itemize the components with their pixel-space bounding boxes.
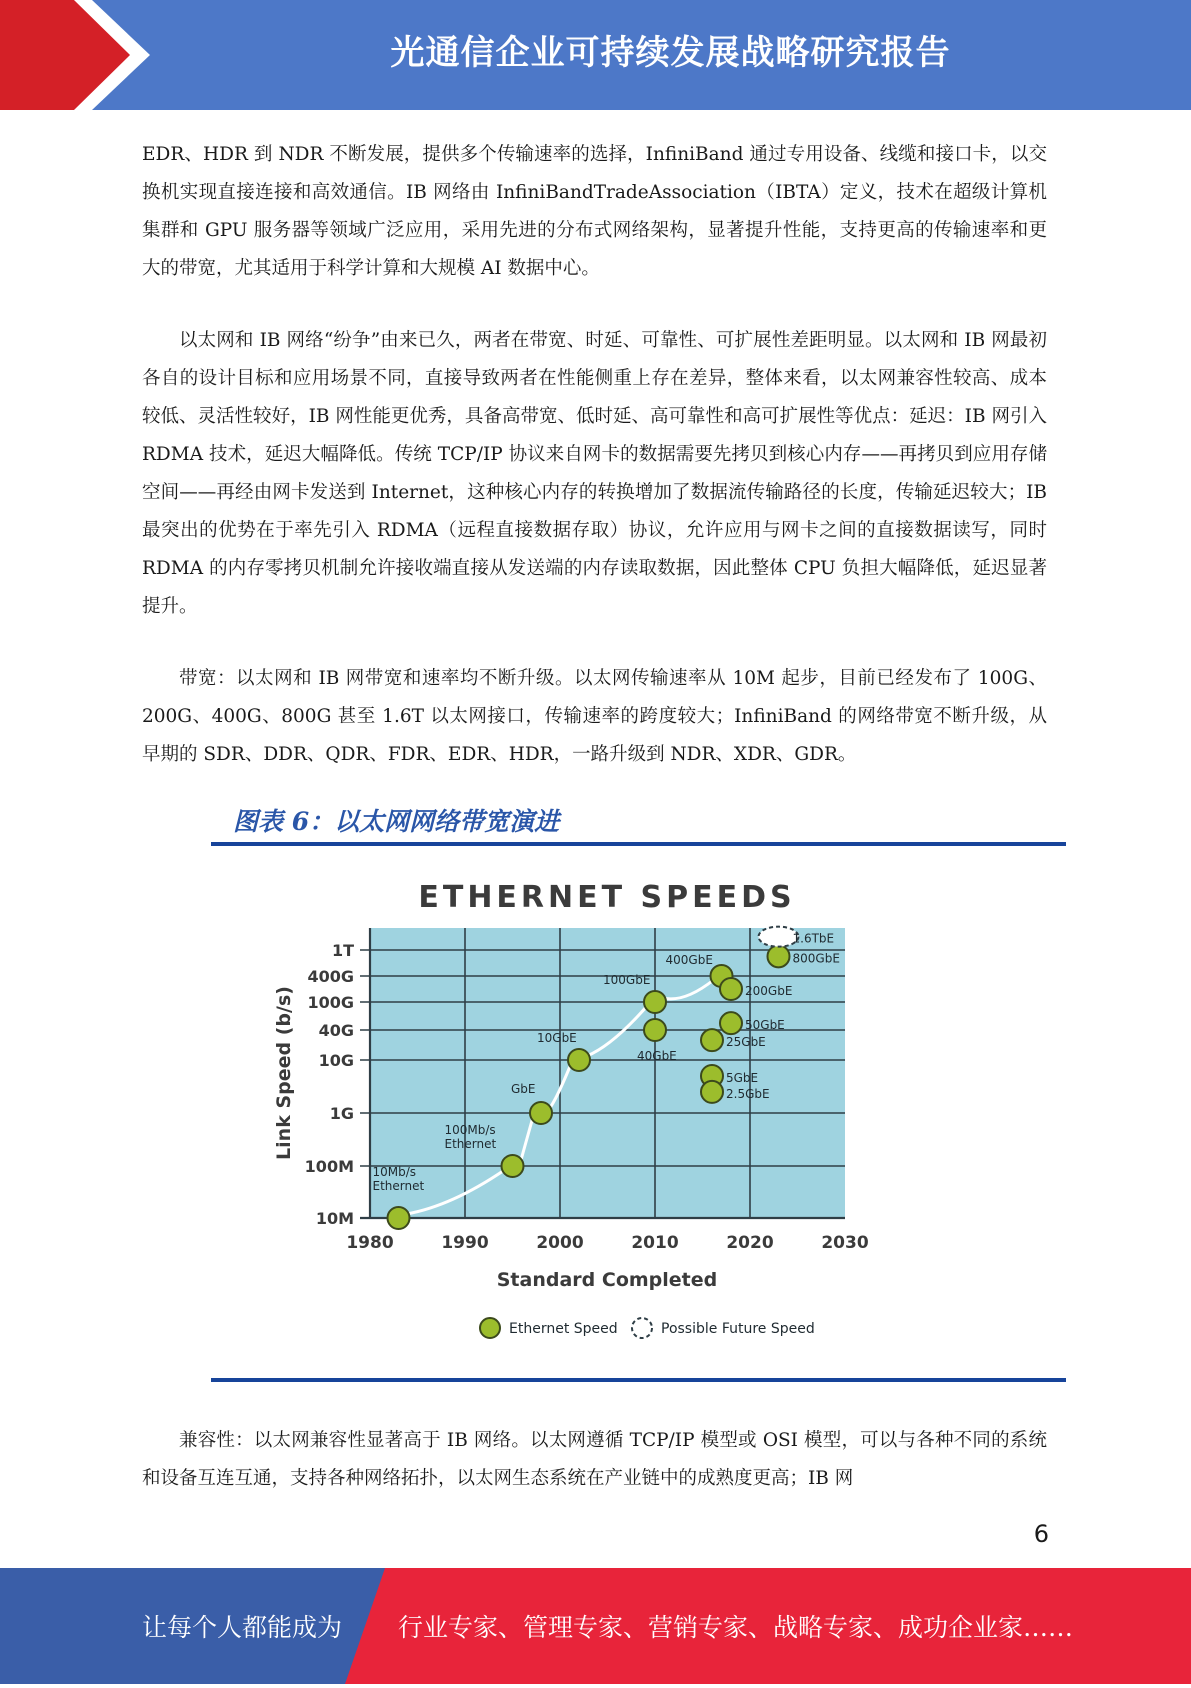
point-2-5gbe bbox=[701, 1081, 723, 1103]
paragraph-2: 以太网和 IB 网络“纷争”由来已久，两者在带宽、时延、可靠性、可扩展性差距明显。以太网和 IB 网最初各自的设计目标和应用场景不同，直接导致两者在性能侧重上存在差异，整体来看，以太网兼容性较高、成本较低、灵活性较好，IB 网性能更优秀，具备高带宽、低时延、高可靠性和高可扩展性等优点：延迟：IB 网引入 RDMA 技术，延迟大幅降低。传统 TCP/IP 协议来自网卡的数据需要先拷贝到核心内存——再拷贝到应用存储空间——再经由网卡发送到 Internet，这种核心内存的转换增加了数据流传输路径的长度，传输延迟较大；IB 最突出的优势在于率先引入 RDMA（远程直接数据存取）协议，允许应用与网卡之间的直接数据读写，同时 RDMA 的内存零拷贝机制允许接收端直接从发送端的内存读取数据，因此整体 CPU 负担大幅降低，延迟显著提升。 bbox=[142, 330, 1053, 617]
point-10mb-s-ethernet-label-line: Ethernet bbox=[372, 1179, 425, 1193]
page-header bbox=[0, 0, 1191, 110]
legend-marker-ethernet-speed bbox=[480, 1318, 500, 1338]
y-tick-label-1T: 1T bbox=[331, 941, 354, 960]
point-25gbe bbox=[701, 1029, 723, 1051]
x-tick-label-2020: 2020 bbox=[726, 1233, 774, 1253]
chart-title: ETHERNET SPEEDS bbox=[418, 880, 796, 915]
y-tick-label-10M: 10M bbox=[315, 1209, 354, 1228]
article-body bbox=[142, 136, 1053, 774]
point-10gbe-label-line: 10GbE bbox=[537, 1031, 577, 1045]
point-50gbe-label-line: 50GbE bbox=[745, 1018, 785, 1033]
figure-bottom-rule bbox=[211, 1378, 1066, 1382]
article-body-continued bbox=[142, 1422, 1047, 1498]
point-10gbe-label bbox=[537, 1031, 577, 1045]
y-tick-label-10G: 10G bbox=[318, 1051, 354, 1070]
y-tick-label-40G: 40G bbox=[318, 1021, 354, 1040]
point-100mb-s-ethernet-label-line: 100Mb/s bbox=[444, 1123, 496, 1137]
point-40gbe-label-line: 40GbE bbox=[637, 1049, 677, 1063]
point-100gbe-label bbox=[603, 973, 650, 987]
point-50gbe-label bbox=[745, 1018, 785, 1032]
point-gbe bbox=[530, 1102, 552, 1124]
point-400gbe-label-line: 400GbE bbox=[665, 953, 713, 967]
paragraph-1: EDR、HDR 到 NDR 不断发展，提供多个传输速率的选择，InfiniBand 通过专用设备、线缆和接口卡，以交换机实现直接连接和高效通信。IB 网络由 InfiniBandTradeAssociation（IBTA）定义，技术在超级计算机集群和 GPU 服务器等领域广泛应用，采用先进的分布式网络架构，显著提升性能，支持更高的传输速率和更大的带宽，尤其适用于科学计算和大规模 AI 数据中心。 bbox=[142, 144, 1047, 279]
point-200gbe bbox=[720, 978, 742, 1000]
legend-marker-possible-future-speed bbox=[632, 1318, 652, 1338]
point-40gbe-label bbox=[637, 1049, 677, 1063]
page-number: 6 bbox=[1033, 1520, 1049, 1548]
point-10mb-s-ethernet-label-line: 10Mb/s bbox=[372, 1165, 417, 1179]
y-tick-label-100M: 100M bbox=[304, 1157, 354, 1176]
point-100mb-s-ethernet-label-line: Ethernet bbox=[444, 1137, 497, 1151]
point-800gbe-label bbox=[793, 951, 840, 965]
x-tick-label-2010: 2010 bbox=[631, 1233, 679, 1253]
point-100mb-s-ethernet bbox=[502, 1155, 524, 1177]
point-10mb-s-ethernet bbox=[388, 1207, 410, 1229]
point-5gbe-label-line: 5GbE bbox=[726, 1070, 759, 1085]
y-tick-label-100G: 100G bbox=[307, 993, 354, 1012]
x-tick-label-1980: 1980 bbox=[346, 1233, 394, 1253]
paragraph-4: 兼容性：以太网兼容性显著高于 IB 网络。以太网遵循 TCP/IP 模型或 OSI 模型，可以与各种不同的系统和设备互连互通，支持各种网络拓扑，以太网生态系统在产业链中的成熟度更高；IB 网 bbox=[142, 1430, 1047, 1489]
point-2-5gbe-label bbox=[726, 1087, 770, 1101]
legend-label-possible-future-speed: Possible Future Speed bbox=[661, 1321, 815, 1337]
point-200gbe-label bbox=[745, 984, 792, 998]
y-axis-label: Link Speed (b/s) bbox=[273, 986, 295, 1160]
point-100gbe-label-line: 100GbE bbox=[603, 973, 651, 987]
point-400gbe-label bbox=[666, 953, 713, 967]
point-gbe-label-line: GbE bbox=[511, 1082, 536, 1096]
y-tick-label-1G: 1G bbox=[329, 1104, 354, 1123]
legend-label-ethernet-speed: Ethernet Speed bbox=[509, 1321, 618, 1337]
figure-caption: 图表 6：以太网网络带宽演进 bbox=[233, 807, 560, 836]
header-title: 光通信企业可持续发展战略研究报告 bbox=[390, 33, 951, 73]
point-1-6tbe-label-line: 1.6TbE bbox=[792, 931, 835, 946]
y-tick-label-400G: 400G bbox=[307, 967, 354, 986]
point-10gbe bbox=[568, 1049, 590, 1071]
point-2-5gbe-label-line: 2.5GbE bbox=[726, 1086, 770, 1101]
point-25gbe-label bbox=[726, 1035, 766, 1049]
point-800gbe-label-line: 800GbE bbox=[792, 951, 840, 966]
point-1-6tbe-label bbox=[793, 932, 835, 946]
point-800gbe bbox=[768, 945, 790, 967]
paragraph-3: 带宽：以太网和 IB 网带宽和速率均不断升级。以太网传输速率从 10M 起步，目前已经发布了 100G、200G、400G、800G 甚至 1.6T 以太网接口，传输速率的跨度较大；InfiniBand 的网络带宽不断升级，从早期的 SDR、DDR、QDR、FDR、EDR、HDR，一路升级到 NDR、XDR、GDR。 bbox=[142, 668, 1047, 765]
point-40gbe bbox=[644, 1019, 666, 1041]
point-5gbe-label bbox=[726, 1071, 758, 1085]
ethernet-speeds-chart bbox=[195, 790, 1075, 1390]
point-50gbe bbox=[720, 1012, 742, 1034]
footer-slogan-right: 行业专家、管理专家、营销专家、战略专家、成功企业家…… bbox=[398, 1613, 1074, 1642]
x-tick-label-1990: 1990 bbox=[441, 1233, 489, 1253]
x-tick-label-2030: 2030 bbox=[821, 1233, 869, 1253]
point-100mb-s-ethernet-label bbox=[445, 1123, 497, 1151]
point-100gbe bbox=[644, 991, 666, 1013]
point-25gbe-label-line: 25GbE bbox=[726, 1035, 766, 1050]
point-200gbe-label-line: 200GbE bbox=[745, 984, 793, 998]
plot-background bbox=[370, 928, 845, 1218]
page-footer bbox=[0, 1568, 1191, 1684]
point-gbe-label bbox=[511, 1082, 536, 1096]
x-axis-label: Standard Completed bbox=[496, 1269, 718, 1291]
figure-ethernet-speeds bbox=[195, 790, 1075, 1390]
x-tick-label-2000: 2000 bbox=[536, 1233, 584, 1253]
footer-slogan-left: 让每个人都能成为 bbox=[142, 1613, 343, 1642]
